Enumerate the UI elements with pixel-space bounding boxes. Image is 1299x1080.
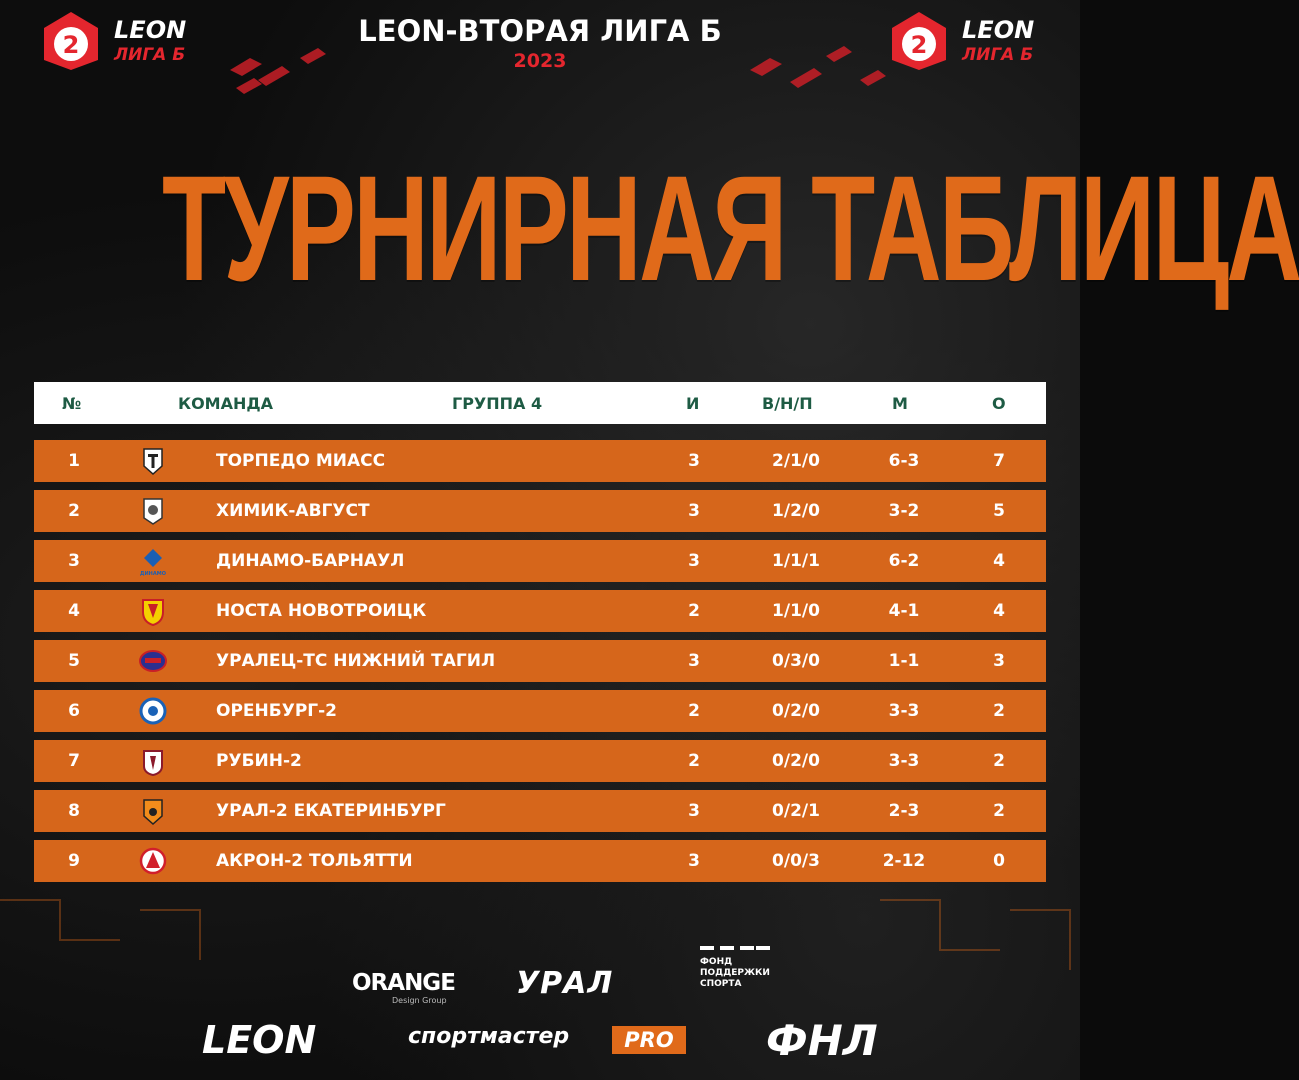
row-team: ДИНАМО-БАРНАУЛ: [216, 551, 405, 571]
row-games: 2: [688, 701, 700, 721]
row-team: РУБИН-2: [216, 751, 302, 771]
dinamo-logo-icon: [138, 546, 168, 576]
row-goals: 2-3: [888, 801, 920, 821]
row-position: 8: [68, 801, 80, 821]
col-group-header: ГРУППА 4: [452, 394, 543, 413]
row-games: 3: [688, 851, 700, 871]
sponsor-orange-logo: ORANGE: [352, 970, 455, 996]
row-wdl: 0/3/0: [772, 651, 820, 671]
row-goals: 3-3: [888, 751, 920, 771]
table-row: [34, 840, 1046, 882]
row-goals: 1-1: [888, 651, 920, 671]
league-sub: ЛИГА Б: [962, 45, 1034, 65]
row-points: 7: [993, 451, 1005, 471]
col-points-header: О: [992, 394, 1006, 413]
row-goals: 2-12: [882, 851, 926, 871]
akron-logo-icon: [138, 846, 168, 876]
row-points: 4: [993, 551, 1005, 571]
table-row: [34, 540, 1046, 582]
row-wdl: 0/2/0: [772, 701, 820, 721]
table-row: [34, 690, 1046, 732]
khimik-logo-icon: [138, 496, 168, 526]
row-team: УРАЛ-2 ЕКАТЕРИНБУРГ: [216, 801, 446, 821]
col-games-header: И: [686, 394, 700, 413]
row-goals: 4-1: [888, 601, 920, 621]
row-points: 0: [993, 851, 1005, 871]
header-title: LEON-ВТОРАЯ ЛИГА Б: [358, 14, 722, 48]
row-goals: 6-3: [888, 451, 920, 471]
row-position: 2: [68, 501, 80, 521]
row-points: 3: [993, 651, 1005, 671]
row-wdl: 0/2/1: [772, 801, 820, 821]
sponsor-fnl-logo: ФНЛ: [766, 1016, 878, 1065]
league-sub: ЛИГА Б: [114, 45, 186, 65]
row-team: УРАЛЕЦ-ТС НИЖНИЙ ТАГИЛ: [216, 651, 496, 671]
rubin-logo-icon: [138, 746, 168, 776]
row-team: ХИМИК-АВГУСТ: [216, 501, 370, 521]
row-position: 9: [68, 851, 80, 871]
col-wdl-header: В/Н/П: [762, 394, 813, 413]
torpedo-logo-icon: [138, 446, 168, 476]
row-wdl: 1/1/1: [772, 551, 820, 571]
row-points: 5: [993, 501, 1005, 521]
row-position: 6: [68, 701, 80, 721]
row-points: 4: [993, 601, 1005, 621]
table-row: [34, 640, 1046, 682]
sponsor-orange-sub: Design Group: [392, 996, 447, 1005]
sponsor-fond-logo: ФОНД ПОДДЕРЖКИ СПОРТА: [700, 957, 770, 989]
sponsor-sportmaster-logo: спортмастер: [408, 1024, 570, 1049]
row-goals: 3-3: [888, 701, 920, 721]
row-position: 3: [68, 551, 80, 571]
table-row: [34, 590, 1046, 632]
table-row: [34, 490, 1046, 532]
nosta-logo-icon: [138, 596, 168, 626]
orenburg-logo-icon: [138, 696, 168, 726]
fond-stripes-icon: [700, 946, 770, 956]
col-goals-header: М: [892, 394, 908, 413]
uralets-logo-icon: [138, 646, 168, 676]
row-goals: 3-2: [888, 501, 920, 521]
row-games: 2: [688, 601, 700, 621]
row-wdl: 2/1/0: [772, 451, 820, 471]
row-team: НОСТА НОВОТРОИЦК: [216, 601, 427, 621]
sponsor-ural-logo: УРАЛ: [516, 966, 614, 1001]
league-badge-number: 2: [62, 31, 80, 59]
page-title: ТУРНИРНАЯ ТАБЛИЦА: [162, 144, 1299, 312]
row-wdl: 1/1/0: [772, 601, 820, 621]
row-position: 7: [68, 751, 80, 771]
row-team: ТОРПЕДО МИАСС: [216, 451, 386, 471]
row-games: 3: [688, 501, 700, 521]
header-year: 2023: [513, 50, 567, 72]
row-wdl: 1/2/0: [772, 501, 820, 521]
league-brand: LEON: [962, 16, 1035, 44]
row-position: 1: [68, 451, 80, 471]
row-points: 2: [993, 751, 1005, 771]
row-goals: 6-2: [888, 551, 920, 571]
row-games: 3: [688, 451, 700, 471]
row-games: 3: [688, 551, 700, 571]
sponsor-pro-badge: PRO: [612, 1026, 686, 1054]
table-row: [34, 740, 1046, 782]
col-num-header: №: [62, 394, 82, 413]
row-points: 2: [993, 701, 1005, 721]
table-header: [34, 382, 1046, 424]
row-games: 2: [688, 751, 700, 771]
row-team: ОРЕНБУРГ-2: [216, 701, 337, 721]
row-games: 3: [688, 801, 700, 821]
ural-logo-icon: [138, 796, 168, 826]
table-row: [34, 790, 1046, 832]
svg-text:ДИНАМО: ДИНАМО: [140, 571, 166, 577]
league-brand: LEON: [114, 16, 187, 44]
row-wdl: 0/2/0: [772, 751, 820, 771]
row-points: 2: [993, 801, 1005, 821]
table-row: [34, 440, 1046, 482]
sponsor-leon-logo: LEON: [202, 1018, 317, 1062]
col-team-header: КОМАНДА: [178, 394, 274, 413]
row-wdl: 0/0/3: [772, 851, 820, 871]
league-badge-number: 2: [910, 31, 928, 59]
row-position: 5: [68, 651, 80, 671]
row-position: 4: [68, 601, 80, 621]
row-team: АКРОН-2 ТОЛЬЯТТИ: [216, 851, 413, 871]
row-games: 3: [688, 651, 700, 671]
